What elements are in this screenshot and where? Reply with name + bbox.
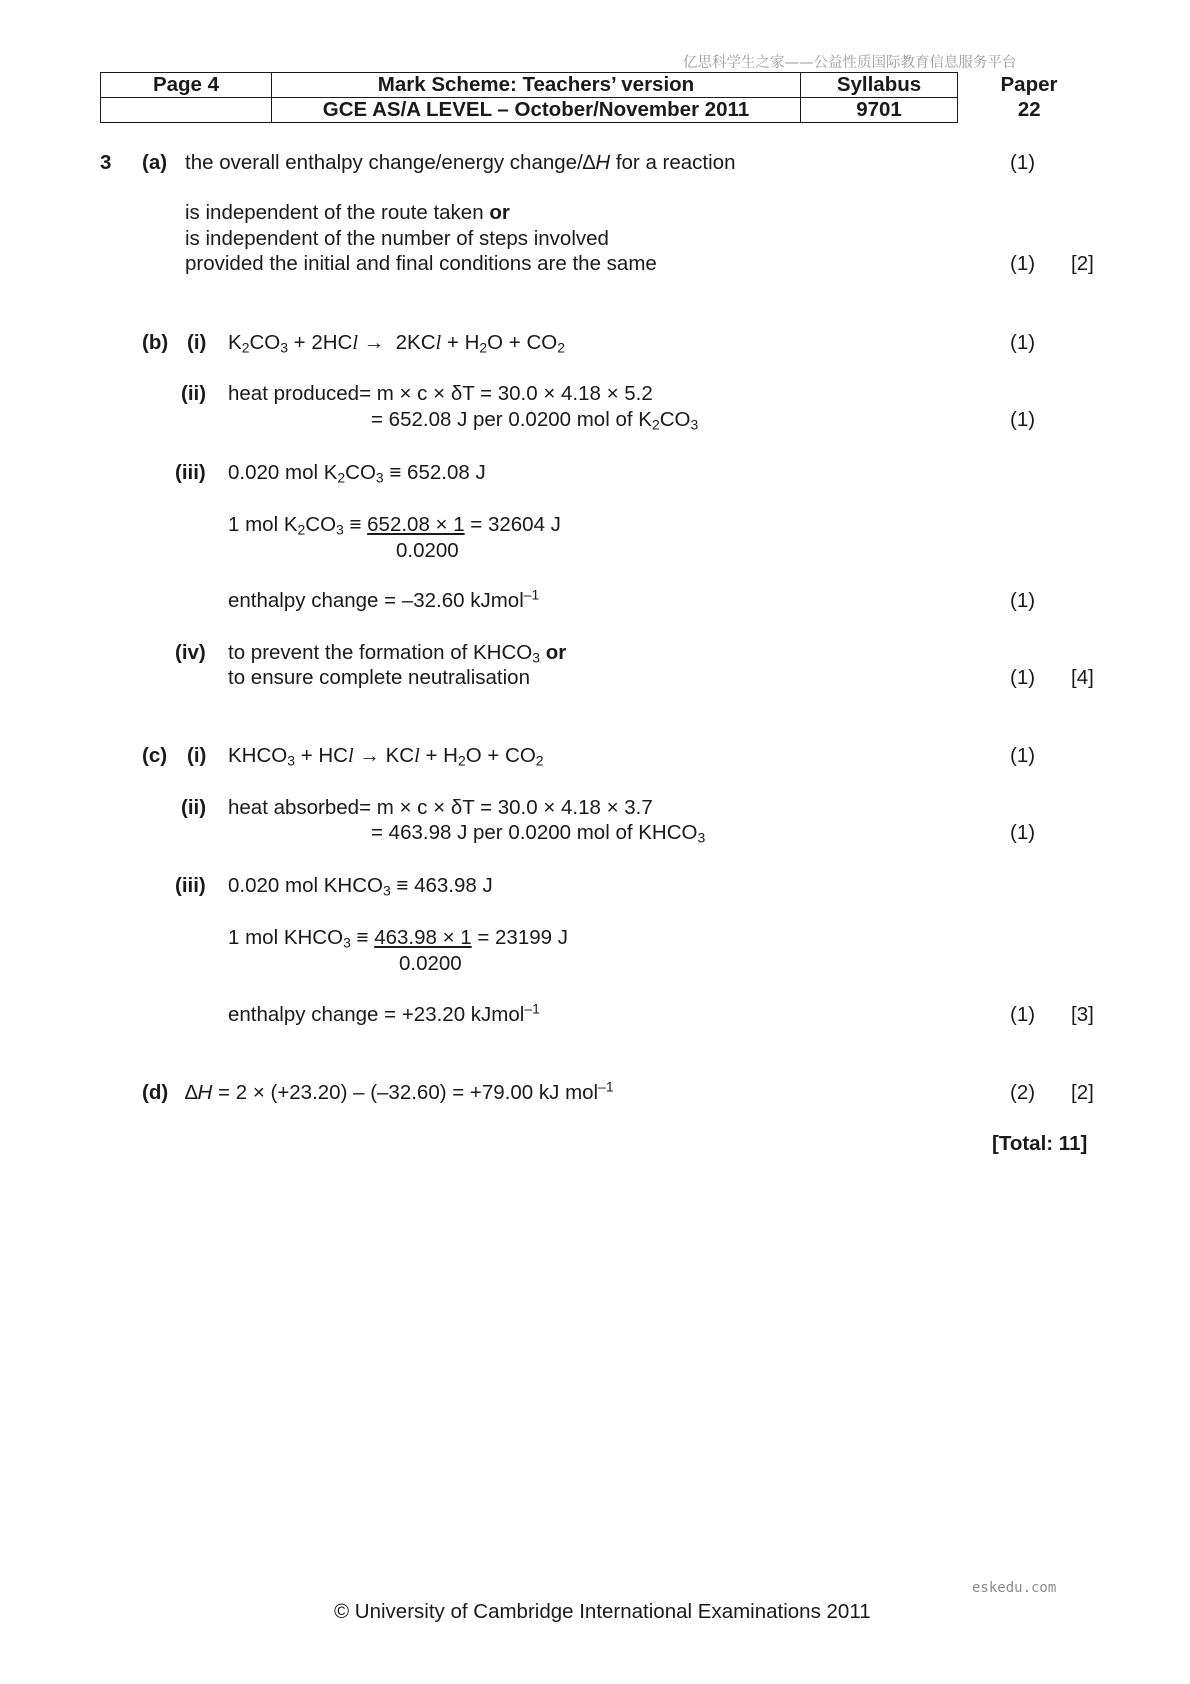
part-d-label: (d) — [142, 1081, 169, 1104]
part-d-total: [2] — [1071, 1081, 1094, 1104]
part-c-iii-line2: 1 mol $KHCO_3 \equiv 463.98 \times 1 = 23199$ J — [228, 926, 568, 951]
part-c-ii-line2: = 463.98 J per 0.0200 mol of $KHCO_3$ — [371, 821, 706, 846]
part-b-iv-line1: to prevent the formation of $KHCO_3$ or — [228, 641, 567, 666]
part-b-iii-denominator: 0.0200 — [396, 539, 459, 562]
part-c-i-mark: (1) — [1010, 744, 1036, 767]
part-b-i-label: (i) — [187, 331, 207, 354]
part-a-line2: is independent of the route taken or — [185, 201, 510, 224]
part-d-mark: (2) — [1010, 1081, 1036, 1104]
part-a-label: (a) — [142, 151, 168, 174]
part-b-iii-line2: 1 mol $K_2CO_3 \equiv 652.08 \times 1 = 32604$ J — [228, 513, 561, 538]
part-a-mark2: (1) — [1010, 252, 1036, 275]
question-number: 3 — [100, 151, 112, 174]
header-paper: 22 — [1017, 98, 1041, 121]
header-syllabus: 9701 — [801, 98, 958, 123]
part-b-iv-line2: to ensure complete neutralisation — [228, 666, 530, 689]
part-b-i-equation: $K_2CO_3 + 2HCl \to 2KCl + H_2O + CO_2$ — [228, 331, 565, 356]
part-c-i-equation: $KHCO_3$ + HCl → KCl + $H_2O + CO_2$ — [228, 744, 544, 769]
part-b-iv-label: (iv) — [175, 641, 206, 664]
part-b-iii-label: (iii) — [175, 461, 206, 484]
part-c-i-label: (i) — [187, 744, 207, 767]
part-b-iii-line3: enthalpy change = –32.60 kJmol$^{-1}$ — [228, 586, 540, 612]
header-paper-label: Paper — [1000, 73, 1058, 96]
header-page: Page 4 — [101, 73, 272, 98]
part-c-iii-line3: enthalpy change = +23.20 kJmol$^{-1}$ — [228, 1000, 540, 1026]
header-exam: GCE AS/A LEVEL – October/November 2011 — [272, 98, 801, 123]
part-c-iii-mark: (1) — [1010, 1003, 1036, 1026]
part-d-line: ∆H = 2 × (+23.20) – (–32.60) = +79.00 kJ mol$^{-1}$ — [185, 1078, 614, 1104]
part-c-ii-label: (ii) — [181, 796, 207, 819]
part-b-ii-line1: heat produced= m × c × δT = 30.0 × 4.18 × 5.2 — [228, 382, 653, 405]
header-table — [100, 72, 1101, 123]
part-b-total: [4] — [1071, 666, 1094, 689]
part-b-iv-mark: (1) — [1010, 666, 1036, 689]
part-b-iii-mark: (1) — [1010, 589, 1036, 612]
top-watermark: 亿思科学生之家——公益性质国际教育信息服务平台 — [683, 55, 1017, 71]
part-c-ii-mark: (1) — [1010, 821, 1036, 844]
part-c-ii-line1: heat absorbed= m × c × δT = 30.0 × 4.18 × 3.7 — [228, 796, 653, 819]
part-c-iii-line1: 0.020 mol $KHCO_3 \equiv 463.98$ J — [228, 874, 493, 899]
part-c-iii-label: (iii) — [175, 874, 206, 897]
part-b-iii-line1: 0.020 mol $K_2CO_3 \equiv 652.08$ J — [228, 461, 486, 486]
part-b-ii-label: (ii) — [181, 382, 207, 405]
copyright: © University of Cambridge International Examinations 2011 — [334, 1600, 871, 1623]
part-a-line4: provided the initial and final conditions are the same — [185, 252, 657, 275]
part-a-line3: is independent of the number of steps involved — [185, 227, 609, 250]
part-b-i-mark: (1) — [1010, 331, 1036, 354]
part-c-label: (c) — [142, 744, 168, 767]
part-c-total: [3] — [1071, 1003, 1094, 1026]
part-a-total: [2] — [1071, 252, 1094, 275]
grand-total: [Total: 11] — [992, 1132, 1088, 1155]
part-c-iii-denominator: 0.0200 — [399, 952, 462, 975]
part-a-mark1: (1) — [1010, 151, 1036, 174]
part-b-label: (b) — [142, 331, 169, 354]
header-title: Mark Scheme: Teachers’ version — [272, 73, 801, 98]
part-b-ii-mark: (1) — [1010, 408, 1036, 431]
footer-watermark: eskedu.com — [972, 1580, 1057, 1596]
part-a-line1: the overall enthalpy change/energy change/∆H for a reaction — [185, 151, 736, 174]
header-syllabus-label: Syllabus — [801, 73, 958, 98]
part-b-ii-line2: = 652.08 J per 0.0200 mol of $K_2CO_3$ — [371, 408, 699, 433]
